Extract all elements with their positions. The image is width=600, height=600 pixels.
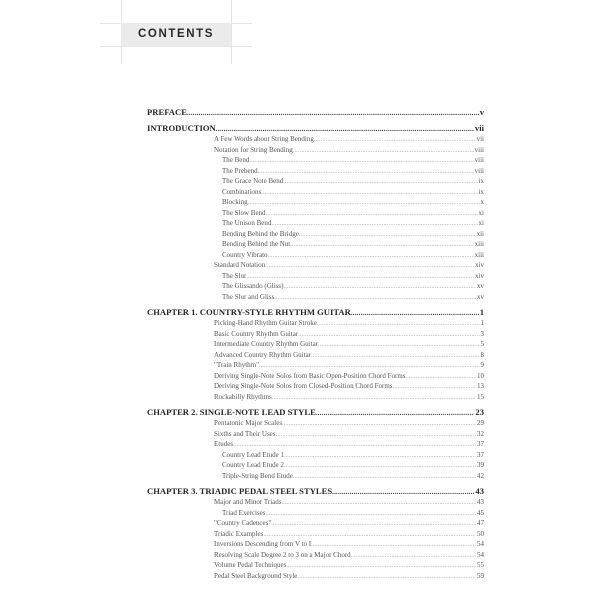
page-number: xiii bbox=[474, 240, 484, 248]
entry-title: CHAPTER 2. SINGLE-NOTE LEAD STYLE bbox=[147, 407, 316, 417]
dot-leader bbox=[298, 330, 479, 340]
dot-leader bbox=[311, 540, 476, 550]
toc-entry bbox=[147, 329, 484, 340]
toc-entry bbox=[147, 218, 484, 229]
dot-leader bbox=[265, 261, 474, 271]
toc-entry bbox=[147, 239, 484, 250]
page-number: ix bbox=[478, 187, 484, 196]
entry-title: Standard Notation bbox=[214, 261, 266, 269]
entry-title: Sixths and Their Uses bbox=[214, 429, 276, 438]
page-number: viii bbox=[474, 145, 484, 154]
entry-title: Combinations bbox=[222, 187, 262, 196]
dot-leader bbox=[216, 124, 474, 134]
dot-leader bbox=[332, 487, 474, 497]
entry-title: The Grace Note Bend bbox=[222, 177, 284, 185]
dot-leader bbox=[290, 240, 473, 250]
page-number: 37 bbox=[477, 440, 484, 448]
dot-leader bbox=[259, 361, 480, 371]
dot-leader bbox=[351, 551, 476, 561]
toc-entry bbox=[147, 560, 484, 571]
toc-chapter-entry bbox=[147, 107, 484, 118]
entry-title: Etudes bbox=[214, 440, 234, 448]
page-number: xi bbox=[478, 208, 484, 217]
dot-leader bbox=[246, 272, 474, 282]
page-number: xiv bbox=[475, 271, 484, 280]
entry-title: Deriving Single-Note Solos from Basic Open-Position Chord Forms bbox=[214, 371, 406, 380]
toc-entry bbox=[147, 197, 484, 208]
page-number: ix bbox=[478, 177, 484, 185]
toc-entry bbox=[147, 250, 484, 261]
toc-entry bbox=[147, 418, 484, 429]
page-number: 29 bbox=[477, 419, 484, 427]
page-number: 9 bbox=[480, 361, 484, 369]
dot-leader bbox=[316, 408, 475, 418]
toc-entry bbox=[147, 550, 484, 561]
dot-leader bbox=[282, 419, 476, 429]
entry-title: The Glissando (Gliss) bbox=[222, 282, 284, 290]
page-number: xi bbox=[478, 219, 484, 227]
entry-title: The Slur bbox=[222, 271, 247, 280]
page-number: 1 bbox=[479, 307, 484, 317]
entry-title: Country Vibrato bbox=[222, 250, 268, 259]
toc-entry bbox=[147, 176, 484, 187]
page-number: 42 bbox=[477, 471, 484, 480]
page-number: 32 bbox=[477, 429, 484, 438]
entry-title: The Slow Bend bbox=[222, 208, 266, 217]
entry-title: The Unison Bend bbox=[222, 219, 272, 227]
dot-leader bbox=[283, 177, 477, 187]
entry-title: Bending Behind the Nut bbox=[222, 240, 291, 248]
entry-title: The Prebend bbox=[222, 166, 258, 175]
dot-leader bbox=[351, 308, 479, 318]
toc-chapter-entry bbox=[147, 407, 484, 418]
page-number: viii bbox=[474, 166, 484, 175]
dot-leader bbox=[258, 167, 474, 177]
dot-leader bbox=[272, 393, 476, 403]
dot-leader bbox=[266, 209, 478, 219]
toc-entry bbox=[147, 229, 484, 240]
toc-entry bbox=[147, 145, 484, 156]
dot-leader bbox=[281, 498, 476, 508]
dot-leader bbox=[284, 461, 476, 471]
dot-leader bbox=[276, 430, 476, 440]
toc-entry bbox=[147, 292, 484, 303]
page-number: xii bbox=[476, 229, 484, 238]
page-number: 8 bbox=[480, 350, 484, 359]
page-number: 54 bbox=[477, 550, 484, 559]
entry-title: Pedal Steel Background Style bbox=[214, 571, 298, 580]
toc-entry bbox=[147, 208, 484, 219]
dot-leader bbox=[293, 472, 476, 482]
toc-chapter-entry bbox=[147, 486, 484, 497]
crop-guide-line bbox=[100, 46, 252, 47]
dot-leader bbox=[248, 198, 480, 208]
entry-title: INTRODUCTION bbox=[147, 123, 216, 133]
dot-leader bbox=[271, 219, 477, 229]
page-number: 54 bbox=[477, 540, 484, 548]
page-number: 43 bbox=[477, 498, 484, 506]
page-title: CONTENTS bbox=[138, 28, 215, 40]
entry-title: The Slur and Gliss bbox=[222, 292, 275, 301]
page-number: 23 bbox=[475, 407, 484, 417]
dot-leader bbox=[318, 340, 479, 350]
dot-leader bbox=[297, 572, 476, 582]
entry-title: CHAPTER 1. COUNTRY-STYLE RHYTHM GUITAR bbox=[147, 307, 351, 317]
page-number: xv bbox=[477, 292, 484, 301]
dot-leader bbox=[265, 509, 476, 519]
entry-title: "Train Rhythm" bbox=[214, 361, 259, 369]
toc-entry bbox=[147, 381, 484, 392]
entry-title: Country Lead Etude 1 bbox=[222, 450, 285, 459]
page-number: 45 bbox=[477, 508, 484, 517]
dot-leader bbox=[314, 135, 476, 145]
toc-entry bbox=[147, 571, 484, 582]
page-number: 55 bbox=[477, 561, 484, 569]
toc-entry bbox=[147, 471, 484, 482]
entry-title: PREFACE bbox=[147, 107, 187, 117]
toc-entry bbox=[147, 508, 484, 519]
page-number: 47 bbox=[477, 519, 484, 527]
entry-title: Basic Country Rhythm Guitar bbox=[214, 329, 299, 338]
toc-entry bbox=[147, 187, 484, 198]
entry-title: Major and Minor Triads bbox=[214, 498, 282, 506]
toc-entry bbox=[147, 350, 484, 361]
page-number: 43 bbox=[475, 486, 484, 496]
toc-entry bbox=[147, 392, 484, 403]
entry-title: CHAPTER 3. TRIADIC PEDAL STEEL STYLES bbox=[147, 486, 333, 496]
dot-leader bbox=[299, 230, 476, 240]
page-number: xv bbox=[477, 282, 484, 290]
page-number: 59 bbox=[477, 571, 484, 580]
toc-entry bbox=[147, 460, 484, 471]
entry-title: A Few Words about String Bending bbox=[214, 135, 314, 143]
crop-guide-line bbox=[231, 0, 232, 64]
entry-title: Triadic Examples bbox=[214, 529, 264, 538]
page-number: vii bbox=[476, 135, 484, 143]
toc-entry bbox=[147, 155, 484, 166]
toc-entry bbox=[147, 497, 484, 508]
entry-title: Country Lead Etude 2 bbox=[222, 461, 285, 469]
page-number: xiii bbox=[474, 250, 484, 259]
toc-entry bbox=[147, 339, 484, 350]
dot-leader bbox=[187, 108, 479, 118]
page-number: 39 bbox=[477, 461, 484, 469]
page-number: 15 bbox=[477, 392, 484, 401]
dot-leader bbox=[274, 293, 476, 303]
toc-entry bbox=[147, 318, 484, 329]
dot-leader bbox=[293, 146, 474, 156]
toc-entry bbox=[147, 281, 484, 292]
entry-title: Notation for String Bending bbox=[214, 145, 293, 154]
toc-chapter-entry bbox=[147, 123, 484, 134]
entry-title: Inversions Descending from V to I bbox=[214, 540, 312, 548]
dot-leader bbox=[263, 530, 476, 540]
dot-leader bbox=[393, 382, 477, 392]
dot-leader bbox=[283, 282, 476, 292]
dot-leader bbox=[311, 351, 479, 361]
toc-chapter-entry bbox=[147, 307, 484, 318]
page-number: 5 bbox=[480, 340, 484, 348]
entry-title: The Bend bbox=[222, 156, 250, 164]
dot-leader bbox=[286, 561, 476, 571]
entry-title: Pentatonic Major Scales bbox=[214, 419, 283, 427]
page-number: vii bbox=[474, 123, 484, 133]
toc-entry bbox=[147, 429, 484, 440]
toc-entry bbox=[147, 518, 484, 529]
page-number: 3 bbox=[480, 329, 484, 338]
toc-entry bbox=[147, 529, 484, 540]
page-number: v bbox=[479, 107, 484, 117]
table-of-contents bbox=[147, 107, 484, 581]
toc-entry bbox=[147, 134, 484, 145]
entry-title: Triad Exercises bbox=[222, 508, 266, 517]
page-number: xiv bbox=[475, 261, 484, 269]
entry-title: Deriving Single-Note Solos from Closed-Position Chord Forms bbox=[214, 382, 393, 390]
entry-title: Blocking bbox=[222, 198, 248, 206]
toc-entry bbox=[147, 166, 484, 177]
dot-leader bbox=[317, 319, 480, 329]
page-number: viii bbox=[474, 156, 484, 164]
toc-entry bbox=[147, 450, 484, 461]
entry-title: Resolving Scale Degree 2 to 3 on a Major Chord bbox=[214, 550, 351, 559]
toc-entry bbox=[147, 271, 484, 282]
page-number: x bbox=[480, 198, 484, 206]
page-number: 1 bbox=[480, 319, 484, 327]
dot-leader bbox=[261, 188, 477, 198]
toc-entry bbox=[147, 439, 484, 450]
entry-title: Triple-String Bend Etude bbox=[222, 471, 293, 480]
toc-entry bbox=[147, 260, 484, 271]
dot-leader bbox=[268, 251, 474, 261]
page-number: 13 bbox=[477, 382, 484, 390]
entry-title: Volume Pedal Techniques bbox=[214, 561, 287, 569]
page-number: 50 bbox=[477, 529, 484, 538]
toc-entry bbox=[147, 371, 484, 382]
entry-title: Intermediate Country Rhythm Guitar bbox=[214, 340, 319, 348]
dot-leader bbox=[233, 440, 476, 450]
entry-title: Bending Behind the Bridge bbox=[222, 229, 299, 238]
toc-entry bbox=[147, 539, 484, 550]
entry-title: Advanced Country Rhythm Guitar bbox=[214, 350, 312, 359]
page-number: 37 bbox=[477, 450, 484, 459]
dot-leader bbox=[406, 372, 476, 382]
dot-leader bbox=[271, 519, 476, 529]
entry-title: "Country Cadences" bbox=[214, 519, 272, 527]
page-number: 10 bbox=[477, 371, 484, 380]
dot-leader bbox=[249, 156, 473, 166]
toc-entry bbox=[147, 360, 484, 371]
entry-title: Rockabilly Rhythms bbox=[214, 392, 272, 401]
entry-title: Picking-Hand Rhythm Guitar Stroke bbox=[214, 319, 317, 327]
dot-leader bbox=[284, 451, 476, 461]
